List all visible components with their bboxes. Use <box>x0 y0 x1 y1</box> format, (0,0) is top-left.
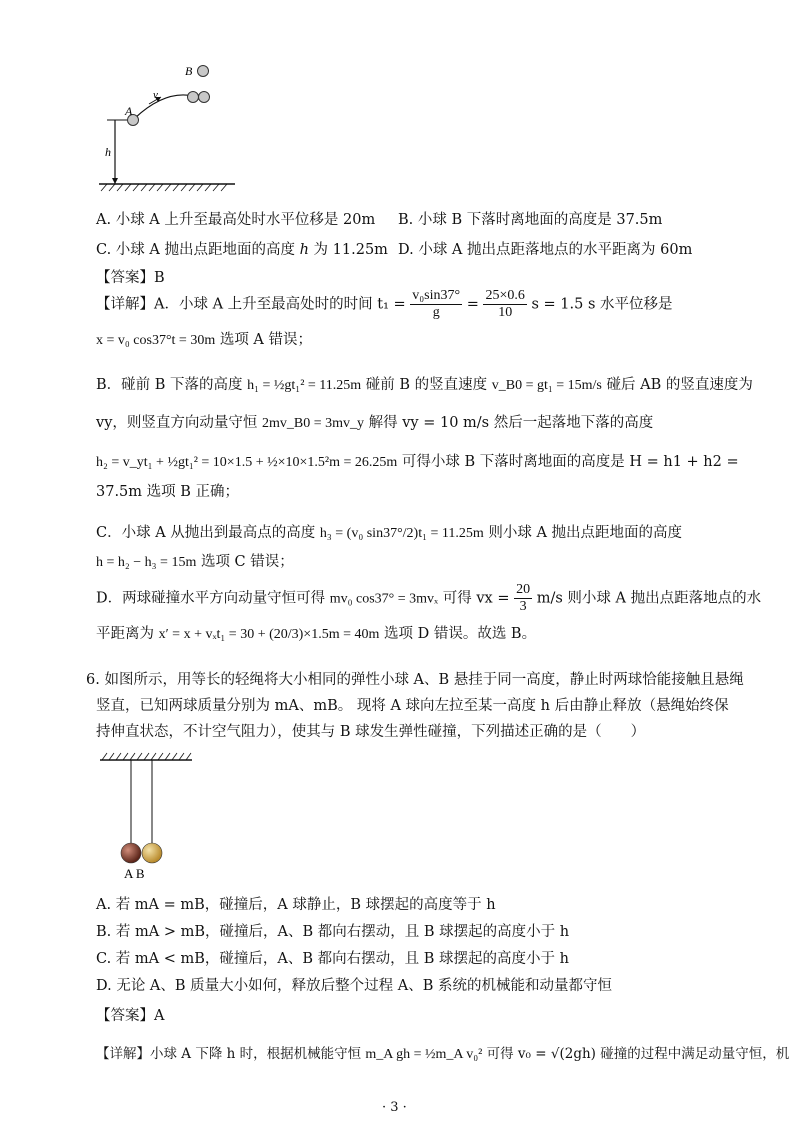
fig-label-h: h <box>105 145 111 159</box>
q5-expl-line7: C．小球 A 从抛出到最高点的高度 h₃ = (v₀ sin37°/2)t₁ = 11.25m 则小球 A 抛出点距地面的高度 <box>96 525 683 541</box>
page-number: · 3 · <box>382 1100 407 1115</box>
projectile-figure <box>95 60 245 195</box>
pendulum-labels: A B <box>124 866 145 881</box>
q6-option-b: B. 若 mA > mB，碰撞后，A、B 都向右摆动，且 B 球摆起的高度小于 h <box>96 924 570 940</box>
q5-expl-line10: 平距离为 x′ = x + vₓt₁ = 30 + (20/3)×1.5m = 40m 选项 D 错误。故选 B。 <box>96 626 537 642</box>
pendulum-figure <box>96 752 196 882</box>
q5-expl-line5: h₂ = v_yt₁ + ½gt₁² = 10×1.5 + ½×10×1.5²m = 26.25m 可得小球 B 下落时离地面的高度是 H = h1 + h2 = <box>96 454 739 470</box>
q5-expl-line2: x = v₀ cos37°t = 30m 选项 A 错误； <box>96 332 313 348</box>
q6-answer: 【答案】A <box>96 1008 165 1024</box>
q5-expl-line8: h = h₂ − h₃ = 15m 选项 C 错误； <box>96 554 294 570</box>
q5-expl-line9: D．两球碰撞水平方向动量守恒可得 mv₀ cos37° = 3mvₓ 可得 vx = $\frac{20}{3}$ m/s 则小球 A 抛出点距落地点的水 <box>96 582 762 614</box>
fig-label-B: B <box>185 64 193 78</box>
fig-label-A: A <box>125 104 133 118</box>
q6-stem-line3: 持伸直状态，不计空气阻力），使其与 B 球发生弹性碰撞，下列描述正确的是（ ） <box>96 724 646 740</box>
q6-option-c: C. 若 mA < mB，碰撞后，A、B 都向右摆动，且 B 球摆起的高度小于 h <box>96 951 569 967</box>
q6-option-d: D. 无论 A、B 质量大小如何，释放后整个过程 A、B 系统的机械能和动量都守恒 <box>96 978 613 994</box>
q5-expl-line3: B．碰前 B 下落的高度 h₁ = ½gt₁² = 11.25m 碰前 B 的竖直速度 v_B0 = gt₁ = 15m/s 碰后 AB 的竖直速度为 <box>96 377 753 393</box>
q6-explanation: 【详解】小球 A 下降 h 时，根据机械能守恒 m_A gh = ½m_A v₀² 可得 v₀ = √(2gh) 碰撞的过程中满足动量守恒，机 <box>96 1046 790 1062</box>
q5-option-b: B. 小球 B 下落时离地面的高度是 37.5m <box>398 212 663 228</box>
q5-expl-line1: 【详解】A．小球 A 上升至最高处时的时间 t₁ = $\frac{\text{v₀sin37°}}{g}$ = $\frac{25\times 0.6}{10}$ s = 1.5 s 水平位移是 <box>96 288 673 320</box>
q6-option-a: A. 若 mA = mB，碰撞后，A 球静止，B 球摆起的高度等于 h <box>96 897 496 913</box>
fig-label-v: v <box>153 89 158 101</box>
q5-expl-line6: 37.5m 选项 B 正确； <box>96 484 240 500</box>
q5-option-c: C. 小球 A 抛出点距地面的高度 h 为 11.25m <box>96 242 388 258</box>
q5-option-a: A. 小球 A 上升至最高处时水平位移是 20m <box>96 212 376 228</box>
q5-option-d: D. 小球 A 抛出点距落地点的水平距离为 60m <box>398 242 693 258</box>
q6-stem-line2: 竖直，已知两球质量分别为 mA、mB。 现将 A 球向左拉至某一高度 h 后由静止释放（悬绳始终保 <box>96 698 729 714</box>
q5-answer: 【答案】B <box>96 270 165 286</box>
q5-expl-line4: vy，则竖直方向动量守恒 2mv_B0 = 3mv_y 解得 vy = 10 m/s 然后一起落地下落的高度 <box>96 415 654 431</box>
q6-stem-line1: 6. 如图所示，用等长的轻绳将大小相同的弹性小球 A、B 悬挂于同一高度，静止时两球恰能接触且悬绳 <box>86 672 744 688</box>
